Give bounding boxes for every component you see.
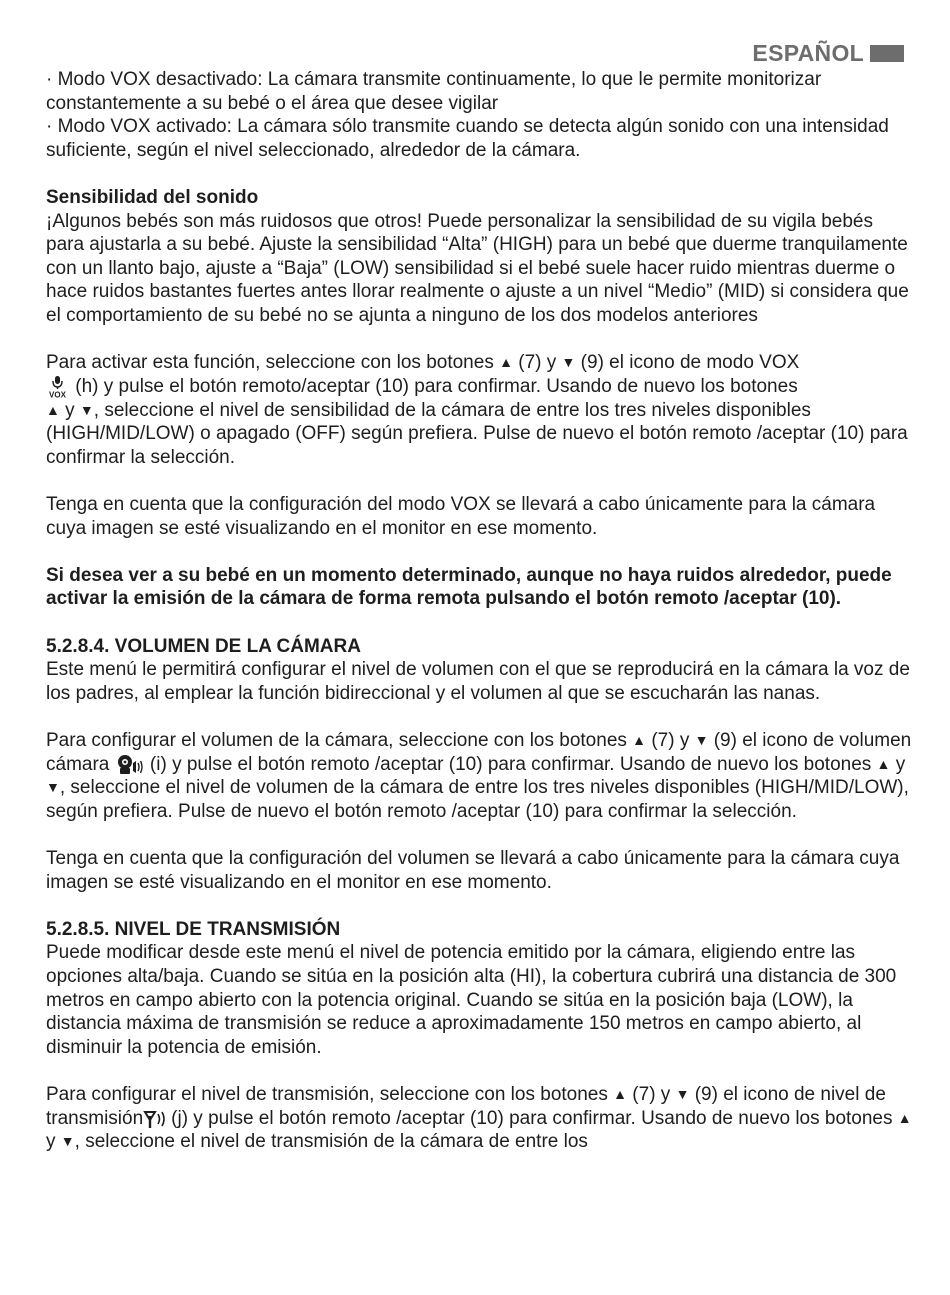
sensitivity-heading: Sensibilidad del sonido <box>46 186 259 208</box>
up-arrow-icon: ▲ <box>613 1085 628 1102</box>
volume-heading: 5.2.8.4. VOLUMEN DE LA CÁMARA <box>46 635 361 657</box>
up-arrow-icon: ▲ <box>499 354 513 371</box>
document-body <box>46 68 912 1154</box>
down-arrow-icon: ▼ <box>46 779 60 796</box>
vox-on-paragraph: · Modo VOX activado: La cámara sólo transmite cuando se detecta algún sonido con una intensidad suficiente, según el nivel seleccionado, alrededor de la cámara. <box>46 116 889 161</box>
volume-camera-note: Tenga en cuenta que la configuración del volumen se llevará a cabo únicamente para la cámara cuya imagen se esté visualizando en el monitor en ese momento. <box>46 848 900 893</box>
up-arrow-icon: ▲ <box>876 755 891 772</box>
vox-mode-icon <box>46 375 70 399</box>
up-arrow-icon: ▲ <box>46 401 60 418</box>
transmission-heading: 5.2.8.5. NIVEL DE TRANSMISIÓN <box>46 918 341 940</box>
down-arrow-icon: ▼ <box>694 732 709 749</box>
up-arrow-icon: ▲ <box>632 732 647 749</box>
volume-body: Este menú le permitirá configurar el nivel de volumen con el que se reproducirá en la cámara la voz de los padres, al emplear la función bidireccional y el volumen al que se escucharán las nanas. <box>46 659 910 704</box>
vox-off-paragraph: · Modo VOX desactivado: La cámara transmite continuamente, lo que le permite monitorizar constantemente a su bebé o el área que desee vigilar <box>46 69 822 114</box>
language-label: ESPAÑOL <box>752 40 864 66</box>
up-arrow-icon: ▲ <box>897 1109 912 1126</box>
vox-camera-note: Tenga en cuenta que la configuración del modo VOX se llevará a cabo únicamente para la cámara cuya imagen se esté visualizando en el monitor en ese momento. <box>46 494 876 539</box>
camera-volume-icon <box>115 754 145 776</box>
language-bar-decoration <box>870 45 904 62</box>
volume-config-paragraph: Para configurar el volumen de la cámara, seleccione con los botones ▲ (7) y ▼ (9) el icono de volumen cámara (i) y pulse el botón remoto /aceptar (10) para confirmar. Usando de nuevo los botones ▲ y ▼, seleccione el nivel de volumen de la cámara de entre los tres niveles disponibles (HIGH/MID/LOW), según prefiera. Pulse de nuevo el botón remoto /aceptar (10) para confirmar la selección. <box>46 730 912 822</box>
transmission-body: Puede modificar desde este menú el nivel de potencia emitido por la cámara, eligiendo entre las opciones alta/baja. Cuando se sitúa en la posición alta (HI), la cobertura cubrirá una distancia de 300 metros en campo abierto con la potencia original. Cuando se sitúa en la posición baja (LOW), la distancia máxima de transmisión se reduce a aproximadamente 150 metros en campo abierto, al disminuir la potencia de emisión. <box>46 942 897 1058</box>
down-arrow-icon: ▼ <box>561 354 576 371</box>
sensitivity-activate-paragraph: Para activar esta función, seleccione con los botones ▲ (7) y ▼ (9) el icono de modo VOX VOX (h) y pulse el botón remoto/aceptar (10) para confirmar. Usando de nuevo los botones ▲ y ▼, seleccione el nivel de sensibilidad de la cámara de entre los tres niveles disponibles (HIGH/MID/LOW) o apagado (OFF) según prefiera. Pulse de nuevo el botón remoto /aceptar (10) para confirmar la selección. <box>46 352 908 468</box>
transmission-level-icon <box>143 1108 171 1130</box>
down-arrow-icon: ▼ <box>675 1085 690 1102</box>
down-arrow-icon: ▼ <box>60 1133 75 1150</box>
transmission-config-paragraph: Para configurar el nivel de transmisión, seleccione con los botones ▲ (7) y ▼ (9) el icono de nivel de transmisión (j) y pulse el botón remoto /aceptar (10) para confirmar. Usando de nuevo los botones ▲ y ▼, seleccione el nivel de transmisión de la cámara de entre los <box>46 1083 912 1153</box>
language-header <box>752 40 904 67</box>
sensitivity-body: ¡Algunos bebés son más ruidosos que otros! Puede personalizar la sensibilidad de su vigila bebés para ajustarla a su bebé. Ajuste la sensibilidad “Alta” (HIGH) para un bebé que duerme tranquilamente con un llanto bajo, ajuste a “Baja” (LOW) sensibilidad si el bebé suele hacer ruido mientras duerme o hace ruidos bastantes fuertes antes llorar realmente o ajuste a un nivel “Medio” (MID) si considera que el comportamiento de su bebé no se ajunta a ninguno de los dos modelos anteriores <box>46 210 909 326</box>
svg-text:VOX: VOX <box>49 390 66 399</box>
down-arrow-icon: ▼ <box>79 401 94 418</box>
remote-activation-note: Si desea ver a su bebé en un momento determinado, aunque no haya ruidos alrededor, puede activar la emisión de la cámara de forma remota pulsando el botón remoto /aceptar (10). <box>46 564 892 610</box>
